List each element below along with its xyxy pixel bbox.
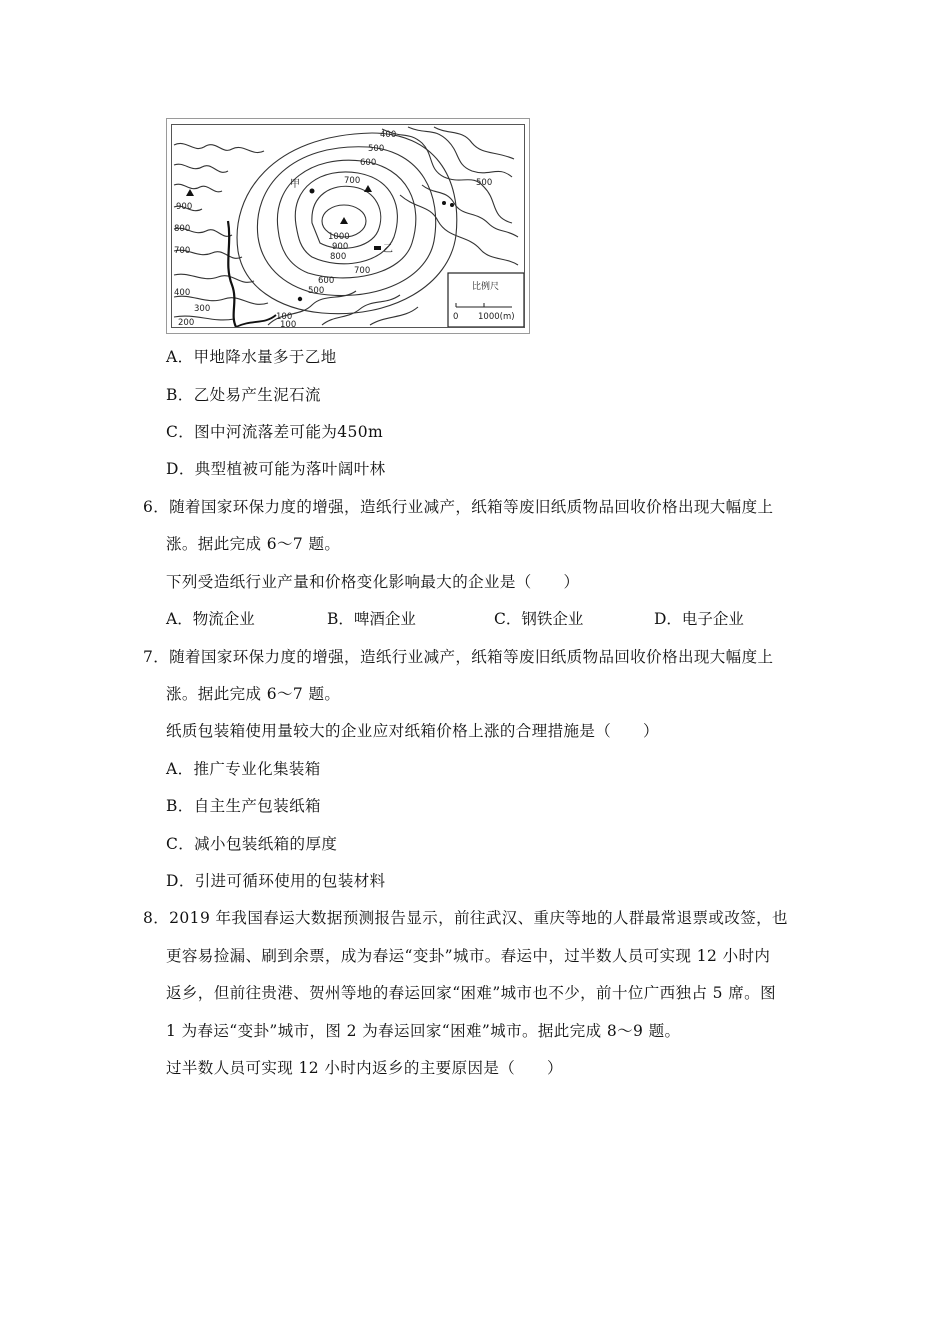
contour-label: 400 <box>174 288 191 298</box>
contour-label: 1000 <box>328 232 350 242</box>
q6-option-a: A．物流企业 <box>166 610 255 628</box>
contour-label: 100 <box>276 312 293 322</box>
contour-label: 600 <box>318 276 335 286</box>
q8-intro-line-2: 更容易捡漏、刷到余票，成为春运“变卦”城市。春运中，过半数人员可实现 12 小时内 <box>166 947 771 965</box>
contour-label: 500 <box>368 144 385 154</box>
contour-map <box>171 124 525 328</box>
contour-label: 200 <box>178 318 195 327</box>
q6-intro-line-2: 涨。据此完成 6～7 题。 <box>166 535 341 553</box>
q6-intro-line-1: 6．随着国家环保力度的增强，造纸行业减产，纸箱等废旧纸质物品回收价格出现大幅度上 <box>143 498 774 516</box>
contour-label: 600 <box>360 158 377 168</box>
q5-option-d: D．典型植被可能为落叶阔叶林 <box>166 460 386 478</box>
contour-label: 700 <box>344 176 361 186</box>
contour-label: 700 <box>174 246 191 256</box>
contour-label: 900 <box>176 202 193 212</box>
q6-option-c: C．钢铁企业 <box>494 610 584 628</box>
q7-intro-line-1: 7．随着国家环保力度的增强，造纸行业减产，纸箱等废旧纸质物品回收价格出现大幅度上 <box>143 648 774 666</box>
contour-label: 500 <box>476 178 493 188</box>
contour-label: 800 <box>330 252 347 262</box>
q5-option-a: A．甲地降水量多于乙地 <box>166 348 337 366</box>
scale-legend-title: 比例尺 <box>472 282 500 292</box>
contour-label: 800 <box>174 224 191 234</box>
q6-stem: 下列受造纸行业产量和价格变化影响最大的企业是（ ） <box>166 573 580 591</box>
contour-label: 500 <box>308 286 325 296</box>
q8-intro-line-3: 返乡，但前往贵港、贺州等地的春运回家“困难”城市也不少，前十位广西独占 5 席。图 <box>166 984 776 1002</box>
contour-label: 900 <box>332 242 349 252</box>
scale-legend <box>448 273 524 327</box>
scale-legend-distance: 1000(m) <box>478 312 515 322</box>
q7-option-d: D．引进可循环使用的包装材料 <box>166 872 386 890</box>
contour-label: 300 <box>194 304 211 314</box>
q5-option-c: C．图中河流落差可能为450m <box>166 423 384 441</box>
q6-option-b: B．啤酒企业 <box>327 610 416 628</box>
contour-map-figure <box>166 118 530 334</box>
contour-map-drawing <box>172 125 524 327</box>
q8-intro-line-4: 1 为春运“变卦”城市，图 2 为春运回家“困难”城市。据此完成 8～9 题。 <box>166 1022 681 1040</box>
scale-legend-zero: 0 <box>453 312 459 322</box>
q8-intro-line-1: 8．2019 年我国春运大数据预测报告显示，前往武汉、重庆等地的人群最常退票或改签，也 <box>143 909 788 927</box>
place-label-jia: 甲 <box>290 179 300 190</box>
q7-stem: 纸质包装箱使用量较大的企业应对纸箱价格上涨的合理措施是（ ） <box>166 722 659 740</box>
q7-option-b: B．自主生产包装纸箱 <box>166 797 321 815</box>
contour-label: 700 <box>354 266 371 276</box>
contour-label: 100 <box>280 320 297 327</box>
q7-option-c: C．减小包装纸箱的厚度 <box>166 835 338 853</box>
q7-option-a: A．推广专业化集装箱 <box>166 760 321 778</box>
q7-intro-line-2: 涨。据此完成 6～7 题。 <box>166 685 341 703</box>
place-label-yi: 乙 <box>383 244 393 255</box>
q8-stem: 过半数人员可实现 12 小时内返乡的主要原因是（ ） <box>166 1059 563 1077</box>
q6-option-d: D．电子企业 <box>654 610 744 628</box>
q5-option-b: B．乙处易产生泥石流 <box>166 386 321 404</box>
contour-label: 400 <box>380 130 397 140</box>
